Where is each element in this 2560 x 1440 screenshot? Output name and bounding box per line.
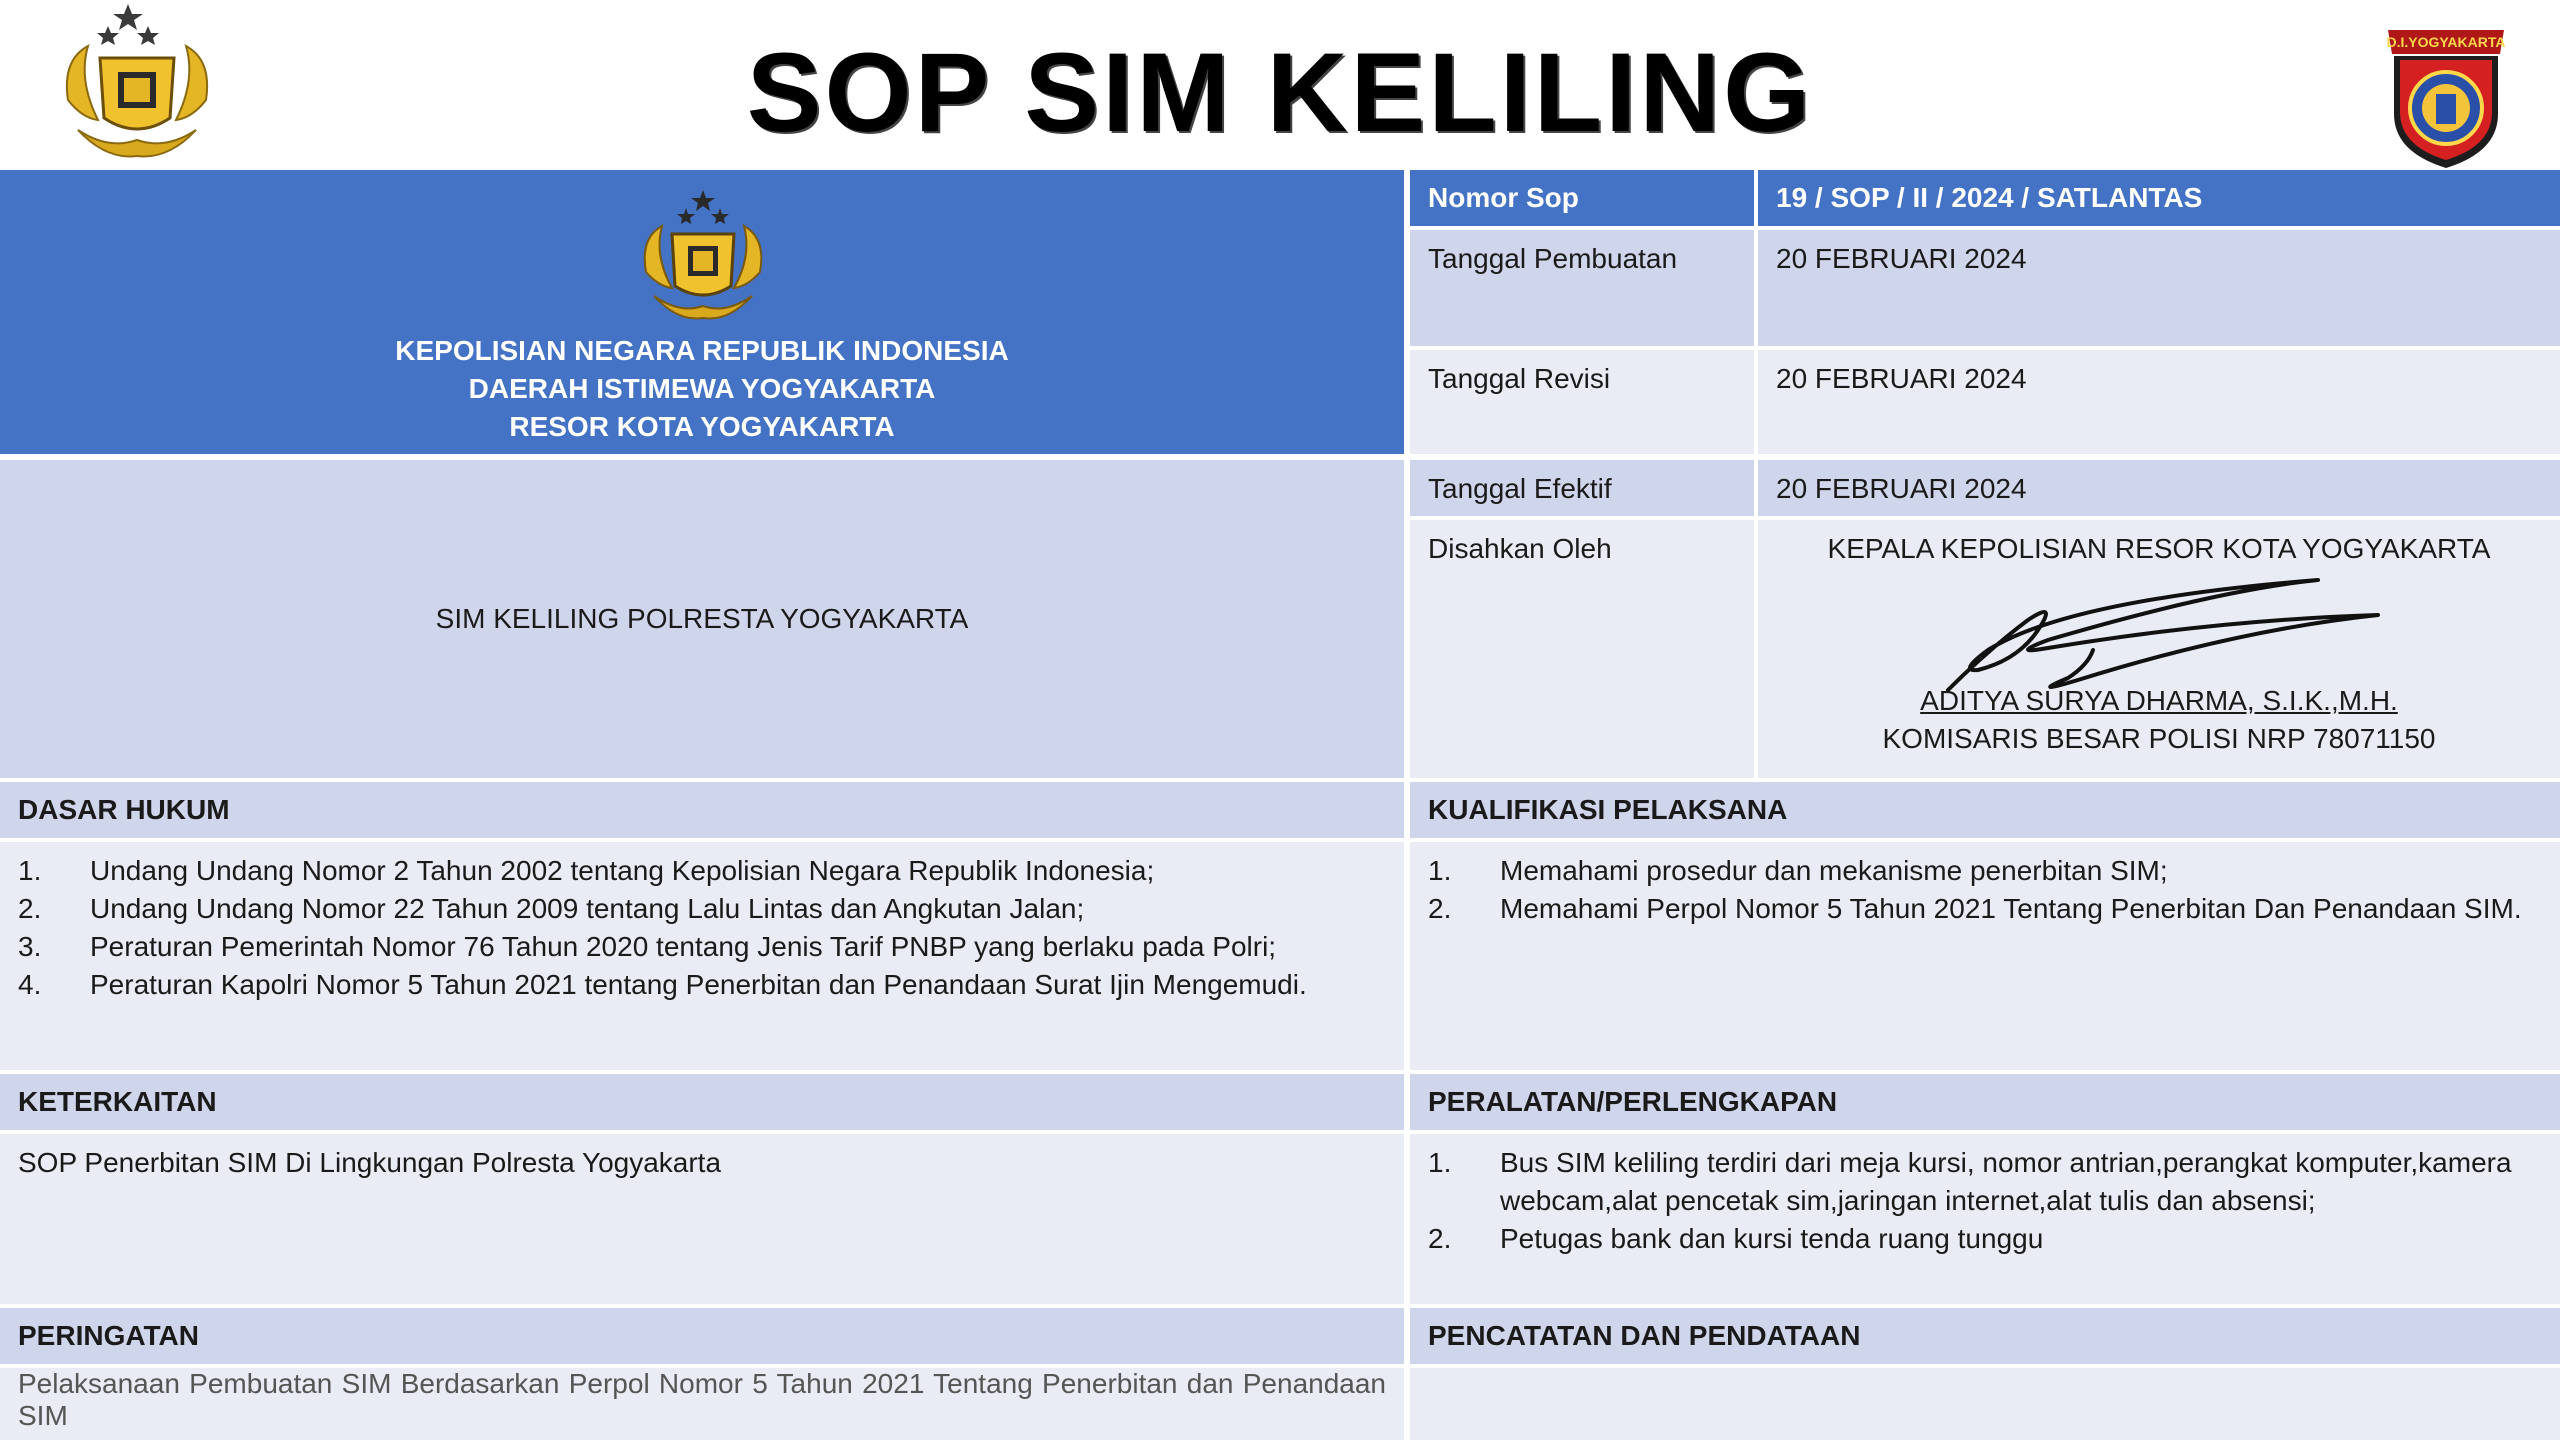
disahkan-nama: ADITYA SURYA DHARMA, S.I.K.,M.H. <box>1920 685 2398 716</box>
peralatan-item: 2. Petugas bank dan kursi tenda ruang tunggu <box>1428 1223 2044 1254</box>
peralatan-body <box>1410 1134 2560 1304</box>
shield-banner-text: D.I.YOGYAKARTA <box>2386 34 2506 50</box>
nomor-sop-value: 19 / SOP / II / 2024 / SATLANTAS <box>1758 170 2560 226</box>
kualifikasi-header: KUALIFIKASI PELAKSANA <box>1410 782 2560 838</box>
page-title: SOP SIM KELILING <box>746 30 1814 155</box>
peringatan-body <box>0 1368 1404 1440</box>
dasar-hukum-item: 1. Undang Undang Nomor 2 Tahun 2002 tentang Kepolisian Negara Republik Indonesia; <box>18 855 1155 886</box>
institution-line-1: KEPOLISIAN NEGARA REPUBLIK INDONESIA <box>395 335 1009 366</box>
dasar-hukum-item: 3. Peraturan Pemerintah Nomor 76 Tahun 2020 tentang Jenis Tarif PNBP yang berlaku pada Polri; <box>18 931 1277 962</box>
tanggal-pembuatan-value: 20 FEBRUARI 2024 <box>1758 230 2560 346</box>
disahkan-label: Disahkan Oleh <box>1410 520 1754 778</box>
tanggal-revisi-value: 20 FEBRUARI 2024 <box>1758 350 2560 454</box>
keterkaitan-header: KETERKAITAN <box>0 1074 1404 1130</box>
polda-diy-shield-icon <box>2384 14 2508 170</box>
kualifikasi-item: 1. Memahami prosedur dan mekanisme penerbitan SIM; <box>1428 855 2168 886</box>
polri-emblem-icon <box>628 186 778 326</box>
sop-title: SIM KELILING POLRESTA YOGYAKARTA <box>435 603 969 634</box>
peringatan-text: Pelaksanaan Pembuatan SIM Berdasarkan Perpol Nomor 5 Tahun 2021 Tentang Penerbitan dan Penandaan SIM <box>18 1368 1386 1431</box>
pencatatan-header: PENCATATAN DAN PENDATAAN <box>1410 1308 2560 1364</box>
peringatan-header: PERINGATAN <box>0 1308 1404 1364</box>
institution-line-2: DAERAH ISTIMEWA YOGYAKARTA <box>468 373 936 404</box>
nomor-sop-label: Nomor Sop <box>1410 170 1754 226</box>
disahkan-pangkat: KOMISARIS BESAR POLISI NRP 78071150 <box>1882 723 2436 754</box>
tanggal-efektif-label: Tanggal Efektif <box>1410 460 1754 516</box>
disahkan-jabatan: KEPALA KEPOLISIAN RESOR KOTA YOGYAKARTA <box>1827 533 2491 564</box>
disahkan-value <box>1758 520 2560 778</box>
dasar-hukum-body <box>0 842 1404 1070</box>
sop-title-cell <box>0 460 1404 778</box>
institution-header <box>0 170 1404 454</box>
kualifikasi-body <box>1410 842 2560 1070</box>
tanggal-pembuatan-label: Tanggal Pembuatan <box>1410 230 1754 346</box>
peralatan-item: 1. Bus SIM keliling terdiri dari meja kursi, nomor antrian,perangkat komputer,kamera webcam,alat pencetak sim,jaringan internet,alat tulis dan absensi; <box>1428 1147 2512 1216</box>
keterkaitan-body: SOP Penerbitan SIM Di Lingkungan Polresta Yogyakarta <box>0 1134 1404 1304</box>
dasar-hukum-item: 2. Undang Undang Nomor 22 Tahun 2009 tentang Lalu Lintas dan Angkutan Jalan; <box>18 893 1085 924</box>
tanggal-efektif-value: 20 FEBRUARI 2024 <box>1758 460 2560 516</box>
dasar-hukum-header: DASAR HUKUM <box>0 782 1404 838</box>
pencatatan-body <box>1410 1368 2560 1440</box>
kualifikasi-item: 2. Memahami Perpol Nomor 5 Tahun 2021 Tentang Penerbitan Dan Penandaan SIM. <box>1428 893 2522 924</box>
tanggal-revisi-label: Tanggal Revisi <box>1410 350 1754 454</box>
peralatan-header: PERALATAN/PERLENGKAPAN <box>1410 1074 2560 1130</box>
right-emblem <box>2384 14 2508 170</box>
institution-line-3: RESOR KOTA YOGYAKARTA <box>509 411 895 442</box>
dasar-hukum-item: 4. Peraturan Kapolri Nomor 5 Tahun 2021 tentang Penerbitan dan Penandaan Surat Ijin Mengemudi. <box>18 969 1307 1000</box>
